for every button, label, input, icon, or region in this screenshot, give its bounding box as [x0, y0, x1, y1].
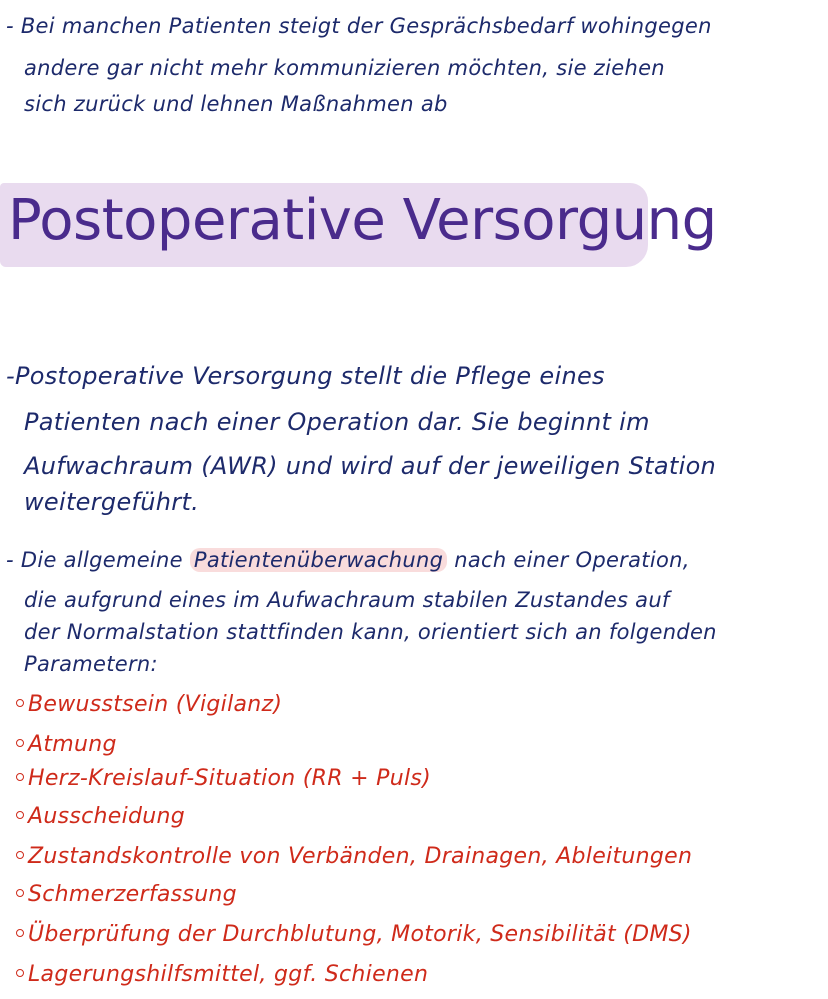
- list-item: Schmerzerfassung: [16, 882, 237, 907]
- bullet-circle-icon: [16, 773, 24, 781]
- para2-line-1-post: nach einer Operation,: [454, 548, 690, 572]
- bullet-circle-icon: [16, 889, 24, 897]
- bullet-circle-icon: [16, 969, 24, 977]
- bullet-circle-icon: [16, 851, 24, 859]
- patientenueberwachung-highlight: Patientenüberwachung: [190, 548, 447, 572]
- para2-line-2: die aufgrund eines im Aufwachraum stabilen Zustandes auf: [24, 588, 670, 612]
- para2-line-3: der Normalstation stattfinden kann, orientiert sich an folgenden: [24, 620, 717, 644]
- list-item: Herz-Kreislauf-Situation (RR + Puls): [16, 766, 431, 791]
- bullet-circle-icon: [16, 929, 24, 937]
- list-item: Zustandskontrolle von Verbänden, Drainagen, Ableitungen: [16, 844, 692, 869]
- para2-line-1: [6, 548, 690, 572]
- list-item: Überprüfung der Durchblutung, Motorik, Sensibilität (DMS): [16, 922, 692, 947]
- intro-line-1: - Bei manchen Patienten steigt der Gesprächsbedarf wohingegen: [6, 14, 712, 38]
- para2-line-1-pre: - Die allgemeine: [6, 548, 183, 572]
- bullet-circle-icon: [16, 699, 24, 707]
- para2-line-4: Parametern:: [24, 652, 158, 676]
- para1-line-1: -Postoperative Versorgung stellt die Pflege eines: [6, 362, 605, 390]
- list-item: Bewusstsein (Vigilanz): [16, 692, 282, 717]
- list-item: Ausscheidung: [16, 804, 185, 829]
- page-title: Postoperative Versorgung: [8, 188, 717, 253]
- para1-line-2: Patienten nach einer Operation dar. Sie beginnt im: [24, 408, 650, 436]
- list-item: Lagerungshilfsmittel, ggf. Schienen: [16, 962, 428, 987]
- intro-line-2: andere gar nicht mehr kommunizieren möchten, sie ziehen: [24, 56, 665, 80]
- list-item: Atmung: [16, 732, 117, 757]
- bullet-circle-icon: [16, 811, 24, 819]
- para1-line-3: Aufwachraum (AWR) und wird auf der jeweiligen Station: [24, 452, 717, 480]
- para1-line-4: weitergeführt.: [24, 488, 200, 516]
- intro-line-3: sich zurück und lehnen Maßnahmen ab: [24, 92, 448, 116]
- bullet-circle-icon: [16, 739, 24, 747]
